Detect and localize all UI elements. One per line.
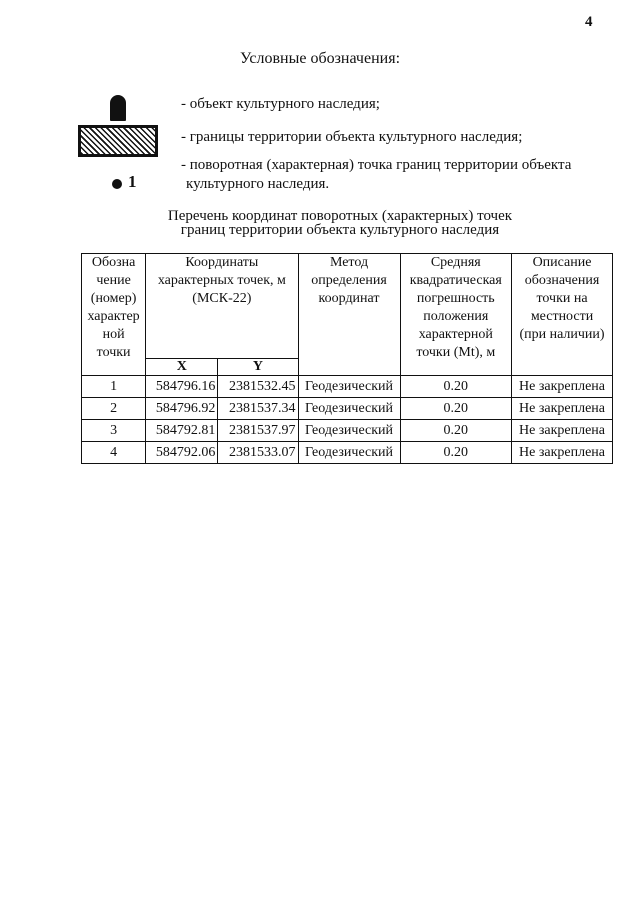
cell-mt: 0.20	[400, 442, 512, 464]
header-designation: Обозна чение (номер) характер ной точки	[82, 254, 146, 376]
header-coordinates: Координаты характерных точек, м (МСК-22)	[146, 254, 298, 359]
cell-point-number: 1	[82, 376, 146, 398]
cell-x: 584796.92	[146, 398, 218, 420]
heritage-object-icon	[110, 95, 126, 121]
cell-description: Не закреплена	[512, 420, 613, 442]
table-row	[82, 376, 613, 398]
cell-description: Не закреплена	[512, 398, 613, 420]
turning-point-icon	[112, 179, 122, 189]
coordinates-table	[81, 253, 613, 464]
cell-mt: 0.20	[400, 420, 512, 442]
header-method: Метод определения координат	[298, 254, 400, 376]
header-mean-square-error: Средняя квадратическая погрешность положения характерной точки (Mt), м	[400, 254, 512, 376]
legend-item-turning-point-line2: культурного наследия.	[186, 176, 330, 192]
cell-method: Геодезический	[298, 420, 400, 442]
cell-x: 584796.16	[146, 376, 218, 398]
cell-y: 2381533.07	[218, 442, 298, 464]
cell-method: Геодезический	[298, 442, 400, 464]
cell-x: 584792.06	[146, 442, 218, 464]
territory-boundary-icon	[78, 125, 158, 157]
turning-point-number: 1	[128, 172, 137, 191]
legend-item-turning-point-line1: - поворотная (характерная) точка границ территории объекта	[181, 157, 572, 173]
header-description: Описание обозначения точки на местности (при наличии)	[512, 254, 613, 376]
cell-x: 584792.81	[146, 420, 218, 442]
cell-description: Не закреплена	[512, 442, 613, 464]
table-row	[82, 420, 613, 442]
cell-description: Не закреплена	[512, 376, 613, 398]
table-row	[82, 442, 613, 464]
table-row	[82, 398, 613, 420]
cell-point-number: 3	[82, 420, 146, 442]
cell-point-number: 4	[82, 442, 146, 464]
legend-item-turning-point	[181, 156, 611, 194]
header-y: Y	[218, 359, 298, 376]
page-number: 4	[585, 14, 593, 30]
cell-y: 2381532.45	[218, 376, 298, 398]
cell-method: Геодезический	[298, 398, 400, 420]
legend-item-territory-boundary: - границы территории объекта культурного наследия;	[181, 129, 523, 145]
cell-mt: 0.20	[400, 398, 512, 420]
cell-mt: 0.20	[400, 376, 512, 398]
coordinates-list-title-line1: Перечень координат поворотных (характерных) точек	[167, 208, 513, 224]
coordinates-list-title	[0, 209, 640, 237]
legend-item-heritage-object: - объект культурного наследия;	[181, 96, 380, 112]
coordinates-list-title-line2: границ территории объекта культурного наследия	[180, 222, 500, 238]
turning-point-symbol	[112, 172, 137, 192]
legend-title: Условные обозначения:	[239, 50, 401, 67]
header-x: X	[146, 359, 218, 376]
cell-point-number: 2	[82, 398, 146, 420]
cell-method: Геодезический	[298, 376, 400, 398]
cell-y: 2381537.34	[218, 398, 298, 420]
cell-y: 2381537.97	[218, 420, 298, 442]
